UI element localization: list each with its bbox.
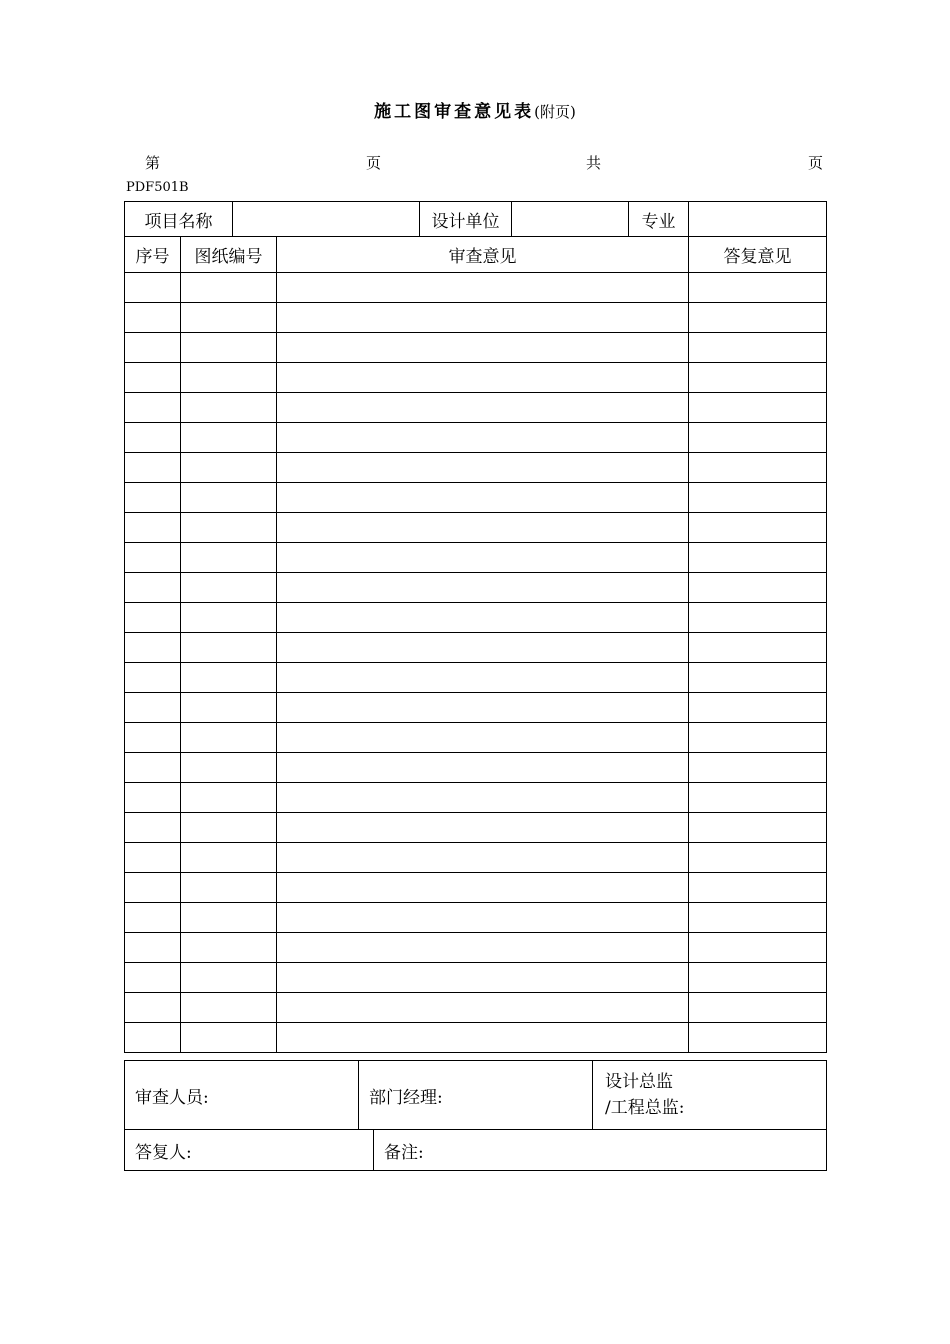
row-reply-opinion-cell[interactable] [689,663,827,693]
row-reply-opinion-cell[interactable] [689,783,827,813]
row-drawing-no-cell[interactable] [181,723,277,753]
row-seq-cell[interactable] [125,723,181,753]
row-reply-opinion-cell[interactable] [689,453,827,483]
row-drawing-no-cell[interactable] [181,603,277,633]
row-review-opinion-cell[interactable] [277,363,689,393]
form-title-suffix: (附页) [534,103,576,121]
row-seq-cell[interactable] [125,483,181,513]
row-seq-cell[interactable] [125,303,181,333]
row-review-opinion-cell[interactable] [277,963,689,993]
row-review-opinion-cell[interactable] [277,543,689,573]
row-reply-opinion-cell[interactable] [689,753,827,783]
row-drawing-no-cell[interactable] [181,513,277,543]
row-seq-cell[interactable] [125,453,181,483]
row-drawing-no-cell[interactable] [181,813,277,843]
row-review-opinion-cell[interactable] [277,843,689,873]
table-row [125,603,827,633]
row-review-opinion-cell[interactable] [277,573,689,603]
row-seq-cell[interactable] [125,603,181,633]
table-row [125,633,827,663]
row-reply-opinion-cell[interactable] [689,273,827,303]
row-review-opinion-cell[interactable] [277,663,689,693]
row-reply-opinion-cell[interactable] [689,933,827,963]
row-reply-opinion-cell[interactable] [689,543,827,573]
table-row [125,723,827,753]
row-drawing-no-cell[interactable] [181,873,277,903]
design-unit-label: 设计单位 [420,202,512,237]
table-row [125,483,827,513]
column-header-seq: 序号 [125,237,181,273]
row-drawing-no-cell[interactable] [181,453,277,483]
table-row [125,873,827,903]
row-drawing-no-cell[interactable] [181,573,277,603]
table-row [125,993,827,1023]
row-reply-opinion-cell[interactable] [689,993,827,1023]
row-review-opinion-cell[interactable] [277,633,689,663]
row-reply-opinion-cell[interactable] [689,633,827,663]
replier-signature-cell[interactable]: 答复人: [125,1130,374,1171]
signature-table [124,1060,827,1130]
row-review-opinion-cell[interactable] [277,693,689,723]
table-row [125,303,827,333]
table-row [125,363,827,393]
row-drawing-no-cell[interactable] [181,303,277,333]
row-drawing-no-cell[interactable] [181,663,277,693]
table-row [125,423,827,453]
row-seq-cell[interactable] [125,693,181,723]
row-review-opinion-cell[interactable] [277,1023,689,1053]
row-review-opinion-cell[interactable] [277,453,689,483]
row-review-opinion-cell[interactable] [277,723,689,753]
row-review-opinion-cell[interactable] [277,813,689,843]
row-drawing-no-cell[interactable] [181,933,277,963]
row-review-opinion-cell[interactable] [277,513,689,543]
column-header-reply-opinion: 答复意见 [689,237,827,273]
project-name-field[interactable] [233,202,420,237]
column-header-row [125,237,827,273]
row-reply-opinion-cell[interactable] [689,843,827,873]
pager-gong: 共 [586,154,602,172]
pager-di: 第 [145,154,161,172]
review-table [124,236,827,1053]
row-seq-cell[interactable] [125,1023,181,1053]
table-row [125,543,827,573]
specialty-field[interactable] [689,202,827,237]
row-seq-cell[interactable] [125,273,181,303]
reply-remarks-table [124,1129,827,1171]
row-seq-cell[interactable] [125,543,181,573]
row-review-opinion-cell[interactable] [277,603,689,633]
row-review-opinion-cell[interactable] [277,783,689,813]
chief-label-line-2: /工程总监: [605,1098,685,1118]
row-reply-opinion-cell[interactable] [689,573,827,603]
row-seq-cell[interactable] [125,333,181,363]
row-seq-cell[interactable] [125,393,181,423]
row-reply-opinion-cell[interactable] [689,423,827,453]
row-reply-opinion-cell[interactable] [689,693,827,723]
row-seq-cell[interactable] [125,663,181,693]
table-row [125,573,827,603]
row-seq-cell[interactable] [125,873,181,903]
row-reply-opinion-cell[interactable] [689,1023,827,1053]
row-drawing-no-cell[interactable] [181,903,277,933]
table-row [125,963,827,993]
table-row [125,753,827,783]
row-reply-opinion-cell[interactable] [689,483,827,513]
row-review-opinion-cell[interactable] [277,753,689,783]
row-review-opinion-cell[interactable] [277,873,689,903]
row-seq-cell[interactable] [125,633,181,663]
form-title [0,100,950,124]
row-reply-opinion-cell[interactable] [689,393,827,423]
row-seq-cell[interactable] [125,843,181,873]
chief-label-line-1: 设计总监 [605,1072,673,1092]
row-review-opinion-cell[interactable] [277,903,689,933]
table-row [125,933,827,963]
row-drawing-no-cell[interactable] [181,783,277,813]
table-row [125,693,827,723]
row-seq-cell[interactable] [125,963,181,993]
dept-manager-signature-cell[interactable]: 部门经理: [359,1061,593,1130]
row-drawing-no-cell[interactable] [181,423,277,453]
table-row [125,843,827,873]
row-reply-opinion-cell[interactable] [689,873,827,903]
table-row [125,663,827,693]
row-drawing-no-cell[interactable] [181,363,277,393]
table-row [125,273,827,303]
row-drawing-no-cell[interactable] [181,1023,277,1053]
row-drawing-no-cell[interactable] [181,333,277,363]
table-row [125,813,827,843]
row-reply-opinion-cell[interactable] [689,723,827,753]
row-reply-opinion-cell[interactable] [689,333,827,363]
chief-signature-cell[interactable] [593,1061,827,1130]
table-row [125,453,827,483]
row-review-opinion-cell[interactable] [277,273,689,303]
table-row [125,393,827,423]
row-review-opinion-cell[interactable] [277,933,689,963]
column-header-drawing-no: 图纸编号 [181,237,277,273]
pager-page-2: 页 [808,154,824,172]
row-drawing-no-cell[interactable] [181,543,277,573]
form-code: PDF501B [126,180,189,195]
reviewer-signature-cell[interactable]: 审查人员: [125,1061,359,1130]
row-seq-cell[interactable] [125,993,181,1023]
row-drawing-no-cell[interactable] [181,753,277,783]
row-drawing-no-cell[interactable] [181,633,277,663]
row-review-opinion-cell[interactable] [277,333,689,363]
row-seq-cell[interactable] [125,573,181,603]
row-reply-opinion-cell[interactable] [689,903,827,933]
specialty-label: 专业 [629,202,689,237]
row-seq-cell[interactable] [125,903,181,933]
table-row [125,513,827,543]
row-reply-opinion-cell[interactable] [689,303,827,333]
project-name-label: 项目名称 [125,202,233,237]
row-review-opinion-cell[interactable] [277,303,689,333]
row-seq-cell[interactable] [125,813,181,843]
row-drawing-no-cell[interactable] [181,393,277,423]
row-drawing-no-cell[interactable] [181,483,277,513]
row-reply-opinion-cell[interactable] [689,963,827,993]
row-drawing-no-cell[interactable] [181,693,277,723]
table-row [125,783,827,813]
table-row [125,333,827,363]
pager-page-1: 页 [366,154,382,172]
row-drawing-no-cell[interactable] [181,993,277,1023]
row-seq-cell[interactable] [125,363,181,393]
row-drawing-no-cell[interactable] [181,843,277,873]
remarks-cell[interactable]: 备注: [374,1130,827,1171]
row-seq-cell[interactable] [125,513,181,543]
design-unit-field[interactable] [512,202,629,237]
column-header-review-opinion: 审查意见 [277,237,689,273]
row-reply-opinion-cell[interactable] [689,813,827,843]
row-drawing-no-cell[interactable] [181,273,277,303]
row-seq-cell[interactable] [125,423,181,453]
row-seq-cell[interactable] [125,753,181,783]
row-seq-cell[interactable] [125,783,181,813]
table-row [125,1023,827,1053]
row-reply-opinion-cell[interactable] [689,363,827,393]
row-reply-opinion-cell[interactable] [689,513,827,543]
row-review-opinion-cell[interactable] [277,483,689,513]
row-review-opinion-cell[interactable] [277,993,689,1023]
row-reply-opinion-cell[interactable] [689,603,827,633]
form-title-main: 施工图审查意见表 [374,102,535,122]
row-review-opinion-cell[interactable] [277,423,689,453]
row-drawing-no-cell[interactable] [181,963,277,993]
project-header-table [124,201,827,237]
row-review-opinion-cell[interactable] [277,393,689,423]
table-row [125,903,827,933]
row-seq-cell[interactable] [125,933,181,963]
